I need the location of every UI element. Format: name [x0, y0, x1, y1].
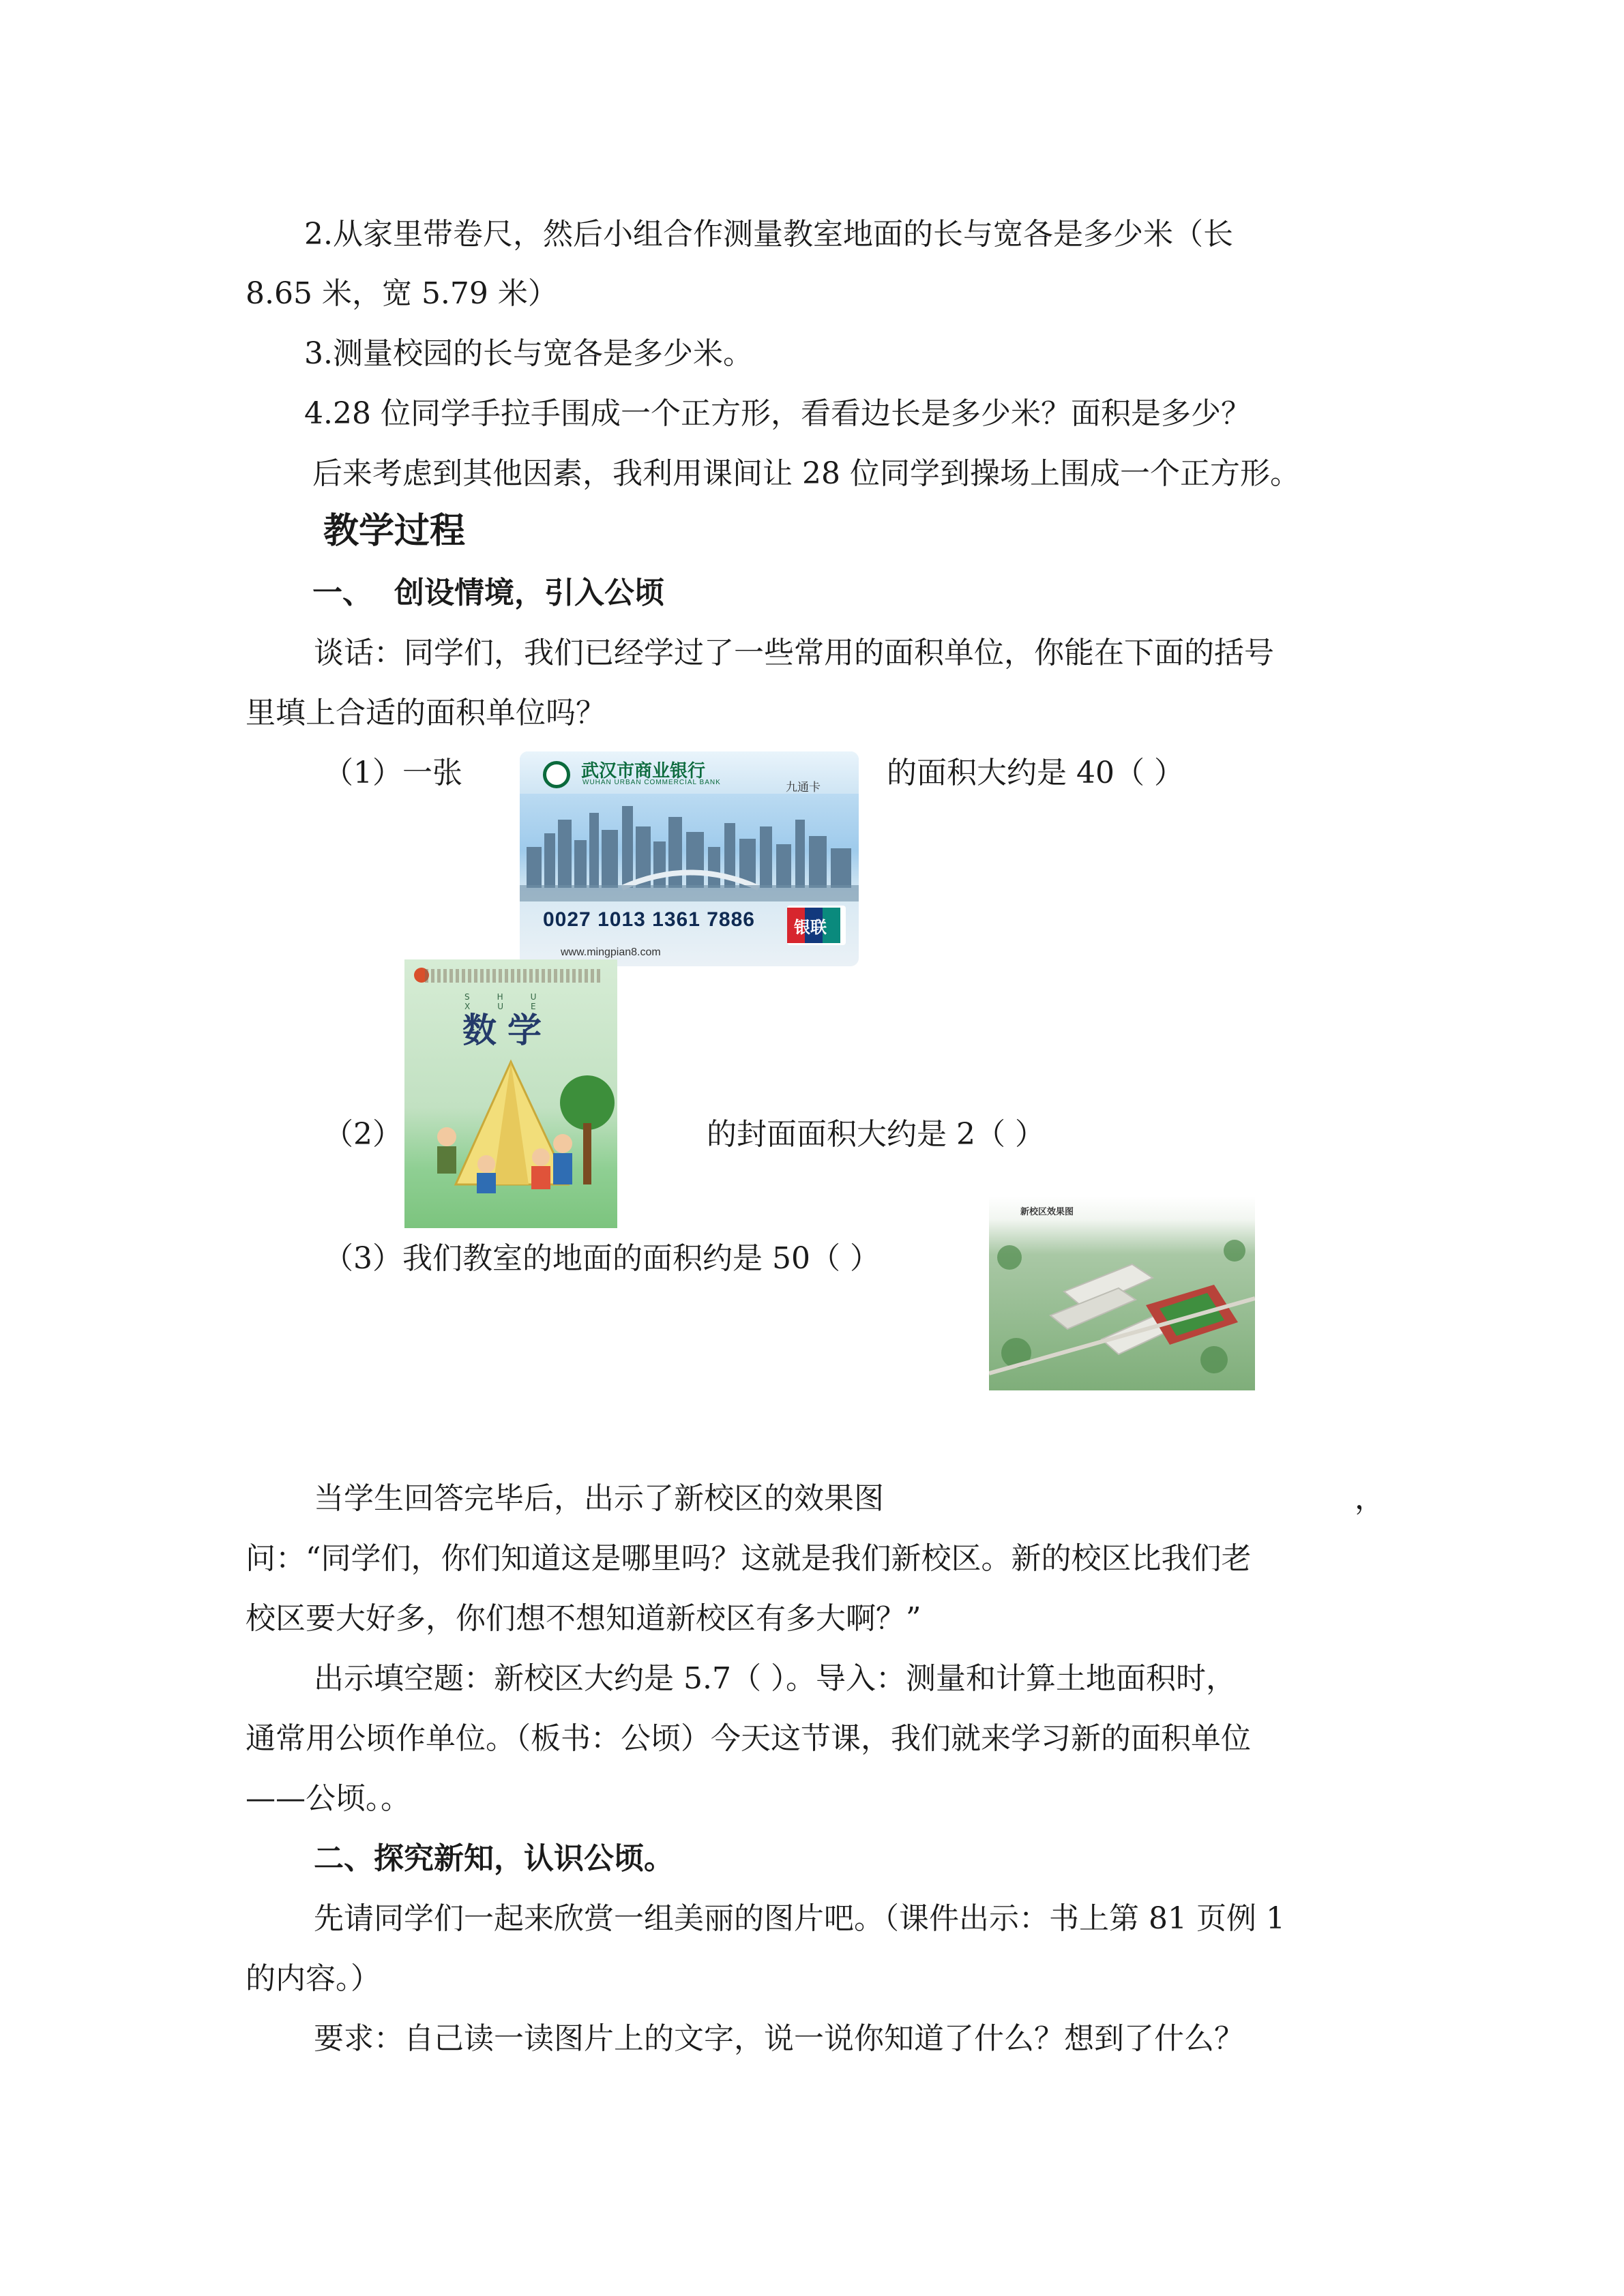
- book-title: 数学: [462, 1011, 552, 1050]
- after-line-2: 问：“同学们，你们知道这是哪里吗？这就是我们新校区。新的校区比我们老: [246, 1541, 1252, 1576]
- item-2-line-2: 8.65 米，宽 5.79 米）: [246, 276, 558, 311]
- question-3: （3）我们教室的地面的面积约是 50（ ）: [323, 1241, 880, 1276]
- fill-line-3: ——公顷。。: [246, 1781, 411, 1816]
- book-pinyin: SHU XUE: [464, 992, 564, 1011]
- question-2-prefix: （2）: [323, 1117, 402, 1152]
- talk-line-1: 谈话：同学们，我们已经学过了一些常用的面积单位，你能在下面的括号: [314, 636, 1274, 670]
- section-2-p1-line-2: 的内容。）: [246, 1961, 381, 1996]
- section-2-title: 二、探究新知，认识公顷。: [314, 1841, 674, 1876]
- question-2-suffix: 的封面面积大约是 2（ ）: [707, 1117, 1045, 1152]
- bank-name-en: WUHAN URBAN COMMERCIAL BANK: [582, 779, 721, 786]
- bank-card-image: [520, 751, 859, 966]
- question-1-prefix: （1）一张: [323, 756, 462, 790]
- fill-line-2: 通常用公顷作单位。（板书：公顷）今天这节课，我们就来学习新的面积单位: [246, 1721, 1251, 1756]
- item-2-line-1: 2.从家里带卷尺，然后小组合作测量教室地面的长与宽各是多少米（长: [304, 217, 1233, 252]
- math-book-cover-image: [404, 959, 617, 1228]
- talk-line-2: 里填上合适的面积单位吗？: [246, 696, 606, 730]
- campus-aerial-image: [989, 1196, 1255, 1390]
- section-1-number: 一、: [312, 576, 372, 610]
- city-skyline-illustration: [520, 799, 859, 901]
- unionpay-text: 银联: [794, 919, 827, 937]
- unionpay-logo: [787, 906, 846, 945]
- section-heading: 教学过程: [323, 511, 466, 552]
- after-line-3: 校区要大好多，你们想不想知道新校区有多大啊？”: [246, 1601, 921, 1636]
- section-2-p1-line-1: 先请同学们一起来欣赏一组美丽的图片吧。（课件出示：书上第 81 页例 1: [314, 1901, 1285, 1936]
- campus-buildings-illustration: [989, 1196, 1255, 1390]
- section-1-title: 创设情境，引入公顷: [394, 576, 664, 610]
- fill-line-1: 出示填空题：新校区大约是 5.7（ ）。导入：测量和计算土地面积时，: [314, 1661, 1236, 1696]
- after-line-1-end: ，: [1355, 1481, 1385, 1516]
- item-3: 3.测量校园的长与宽各是多少米。: [304, 336, 753, 371]
- bank-logo-icon: [543, 761, 570, 788]
- card-number: 0027 1013 1361 7886: [543, 908, 755, 931]
- card-url: www.mingpian8.com: [561, 946, 661, 958]
- item-4: 4.28 位同学手拉手围成一个正方形，看看边长是多少米？面积是多少？: [304, 396, 1251, 431]
- section-2-p2: 要求：自己读一读图片上的文字，说一说你知道了什么？想到了什么？: [314, 2021, 1244, 2056]
- campus-caption: 新校区效果图: [1020, 1207, 1074, 1217]
- card-name: 九通卡: [786, 781, 821, 794]
- bank-name: 武汉市商业银行: [581, 760, 706, 781]
- note: 后来考虑到其他因素，我利用课间让 28 位同学到操场上围成一个正方形。: [312, 456, 1300, 491]
- after-line-1: 当学生回答完毕后，出示了新校区的效果图: [314, 1481, 884, 1516]
- question-1-suffix: 的面积大约是 40（ ）: [887, 756, 1184, 790]
- tent-children-illustration: [404, 959, 617, 1228]
